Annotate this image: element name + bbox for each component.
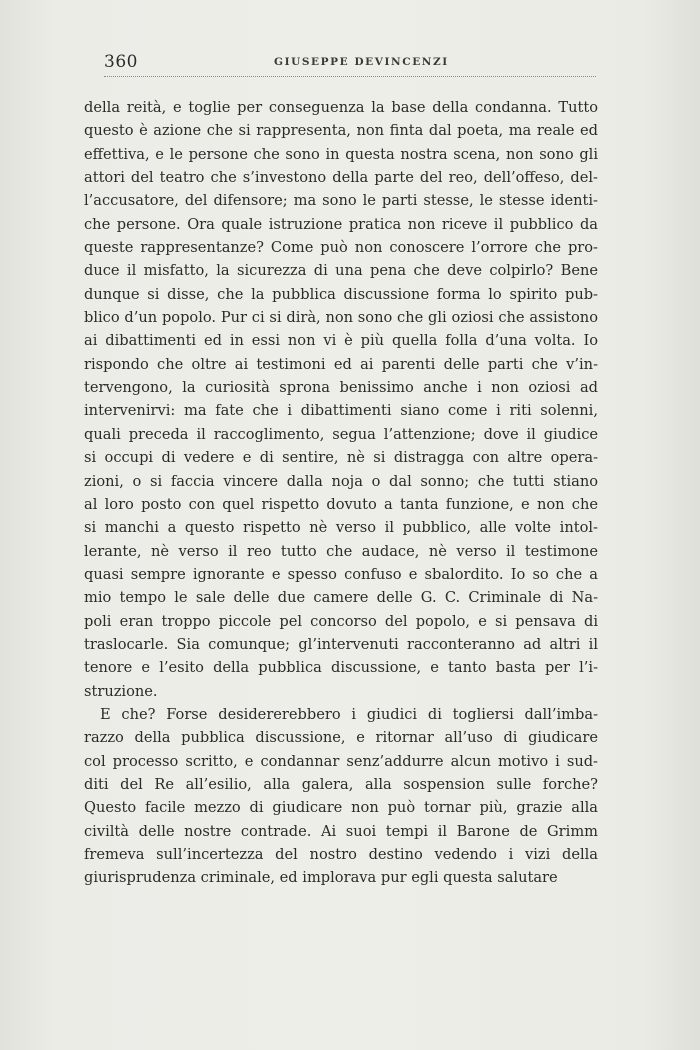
text-line: della reità, e toglie per conseguenza la base della condanna. Tutto bbox=[84, 99, 598, 116]
running-title: GIUSEPPE DEVINCENZI bbox=[274, 56, 449, 68]
text-line: questo è azione che si rappresenta, non finta dal poeta, ma reale ed bbox=[84, 122, 598, 140]
text-line: zioni, o si faccia vincere dalla noja o dal sonno; che tutti stiano bbox=[84, 472, 598, 490]
header-divider bbox=[104, 76, 596, 77]
text-line: si manchi a questo rispetto nè verso il pubblico, alle volte intol- bbox=[84, 519, 598, 537]
text-line: al loro posto con quel rispetto dovuto a tanta funzione, e non che bbox=[84, 495, 598, 513]
text-line: che persone. Ora quale istruzione pratica non riceve il pubblico da bbox=[84, 215, 598, 233]
text-line: si occupi di vedere e di sentire, nè si distragga con altre opera- bbox=[84, 449, 598, 467]
text-line: tenore e l’esito della pubblica discussione, e tanto basta per l’i- bbox=[84, 659, 598, 677]
body-text bbox=[84, 96, 598, 890]
text-line: struzione. bbox=[84, 682, 158, 700]
text-line: tervengono, la curiosità sprona benissimo anche i non oziosi ad bbox=[84, 379, 598, 397]
text-line: queste rappresentanze? Come può non conoscere l’orrore che pro- bbox=[84, 239, 598, 257]
text-line: effettiva, e le persone che sono in questa nostra scena, non sono gli bbox=[84, 145, 598, 163]
text-line: col processo scritto, e condannar senz’addurre alcun motivo i sud- bbox=[84, 752, 598, 770]
text-line: fremeva sull’incertezza del nostro destino vedendo i vizi della bbox=[84, 846, 598, 863]
text-line: blico d’un popolo. Pur ci si dirà, non sono che gli oziosi che assistono bbox=[84, 309, 598, 327]
text-line: razzo della pubblica discussione, e ritornar all’uso di giudicare bbox=[84, 729, 598, 747]
text-line: E che? Forse desidererebbero i giudici di togliersi dall’imba- bbox=[100, 705, 598, 723]
text-line: lerante, nè verso il reo tutto che audace, nè verso il testimone bbox=[84, 542, 598, 560]
text-line: ai dibattimenti ed in essi non vi è più quella folla d’una volta. Io bbox=[84, 332, 598, 350]
text-line: attori del teatro che s’investono della parte del reo, dell’offeso, del- bbox=[84, 169, 598, 187]
text-line: intervenirvi: ma fate che i dibattimenti siano come i riti solenni, bbox=[84, 402, 598, 420]
text-line: l’accusatore, del difensore; ma sono le parti stesse, le stesse identi- bbox=[84, 192, 598, 210]
paragraph bbox=[84, 703, 598, 890]
running-head bbox=[104, 52, 596, 76]
text-line: quali preceda il raccoglimento, segua l’attenzione; dove il giudice bbox=[84, 425, 598, 443]
text-line: duce il misfatto, la sicurezza di una pena che deve colpirlo? Bene bbox=[84, 262, 598, 280]
paragraph bbox=[84, 96, 598, 703]
text-line: rispondo che oltre ai testimoni ed ai parenti delle parti che v’in- bbox=[84, 355, 598, 373]
text-line: diti del Re all’esilio, alla galera, alla sospension sulle forche? bbox=[84, 775, 598, 793]
text-line: Questo facile mezzo di giudicare non può tornar più, grazie alla bbox=[84, 799, 598, 817]
text-line: civiltà delle nostre contrade. Ai suoi tempi il Barone de Grimm bbox=[84, 822, 598, 840]
text-line: quasi sempre ignorante e spesso confuso e sbalordito. Io so che a bbox=[84, 565, 598, 583]
text-line: giurisprudenza criminale, ed implorava pur egli questa salutare bbox=[84, 869, 558, 887]
text-line: mio tempo le sale delle due camere delle G. C. Criminale di Na- bbox=[84, 589, 598, 607]
text-line: traslocarle. Sia comunque; gl’intervenuti racconteranno ad altri il bbox=[84, 635, 598, 653]
page-number: 360 bbox=[104, 52, 138, 72]
text-line: dunque si disse, che la pubblica discussione forma lo spirito pub- bbox=[84, 285, 598, 303]
text-line: poli eran troppo piccole pel concorso del popolo, e si pensava di bbox=[84, 612, 598, 630]
